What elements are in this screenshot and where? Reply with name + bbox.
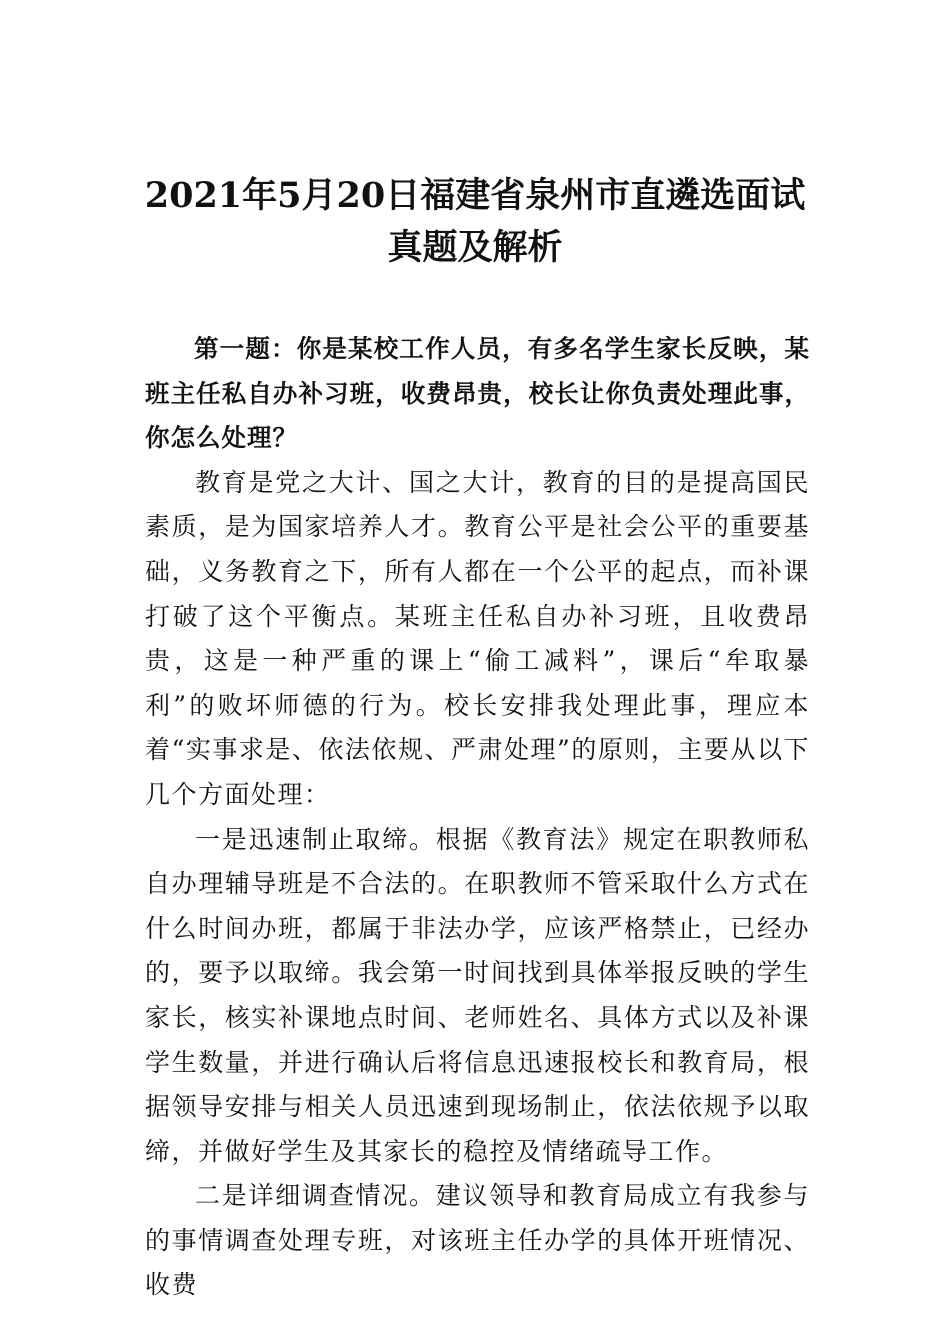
question-heading: 第一题：你是某校工作人员，有多名学生家长反映，某班主任私自办补习班，收费昂贵，校长让你负责处理此事，你怎么处理？ xyxy=(145,334,810,453)
paragraph-point-one: 一是迅速制止取缔。根据《教育法》规定在职教师私自办理辅导班是不合法的。在职教师不管采取什么方式在什么时间办班，都属于非法办学，应该严格禁止，已经办的，要予以取缔。我会第一时间找到具体举报反映的学生家长，核实补课地点时间、老师姓名、具体方式以及补课学生数量，并进行确认后将信息迅速报校长和教育局，根据领导安排与相关人员迅速到现场制止，依法依规予以取缔，并做好学生及其家长的稳控及情绪疏导工作。 xyxy=(145,824,810,1166)
document-body xyxy=(145,327,810,1308)
title-line-2: 真题及解析 xyxy=(387,227,563,268)
paragraph-intro: 教育是党之大计、国之大计，教育的目的是提高国民素质，是为国家培养人才。教育公平是社会公平的重要基础，义务教育之下，所有人都在一个公平的起点，而补课打破了这个平衡点。某班主任私自办补习班，且收费昂贵，这是一种严重的课上“偷工减料”，课后“牟取暴利”的败坏师德的行为。校长安排我处理此事，理应本着“实事求是、依法依规、严肃处理”的原则，主要从以下几个方面处理： xyxy=(145,467,810,809)
document-title xyxy=(100,170,850,274)
title-line-1: 2021年5月20日福建省泉州市直遴选面试 xyxy=(144,175,806,216)
paragraph-point-two: 二是详细调查情况。建议领导和教育局成立有我参与的事情调查处理专班，对该班主任办学的具体开班情况、收费 xyxy=(145,1181,810,1300)
